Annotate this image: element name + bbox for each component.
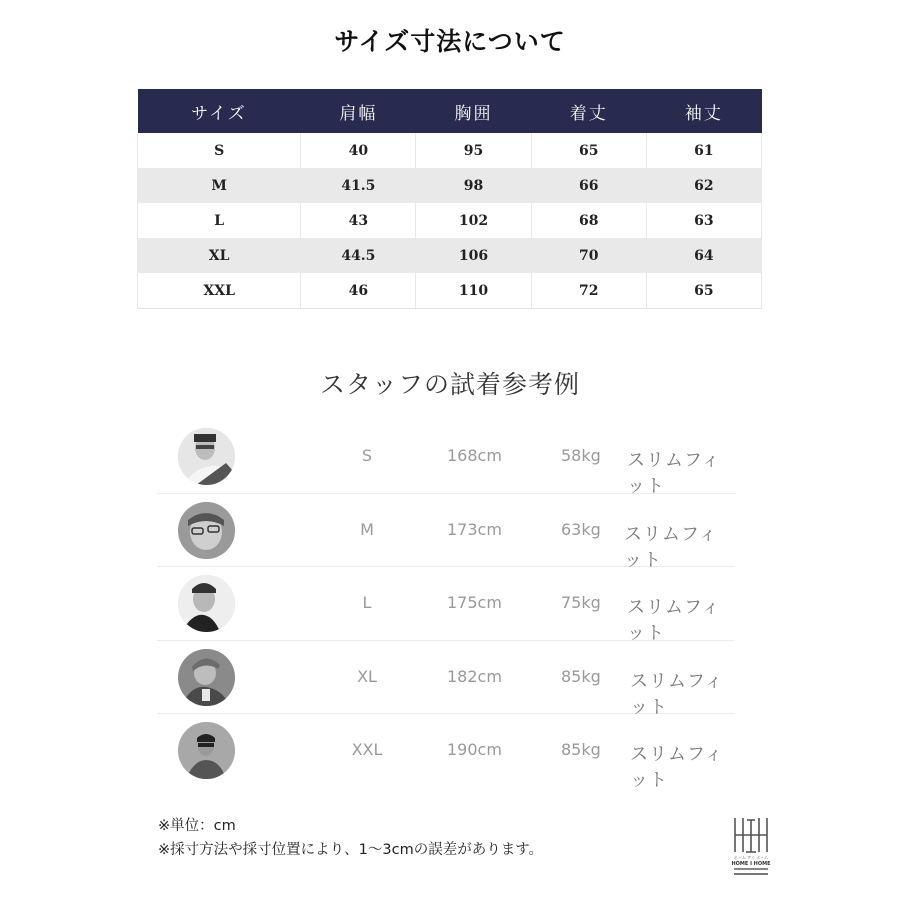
header-shoulder: 肩幅 <box>301 89 416 133</box>
staff-size: S <box>361 446 373 465</box>
staff-size: L <box>362 593 372 612</box>
cell: S <box>138 133 301 168</box>
table-row <box>138 203 762 238</box>
cell: L <box>138 203 301 238</box>
cell: XXL <box>138 273 301 309</box>
staff-size: M <box>360 519 374 539</box>
staff-height: 175cm <box>447 593 502 612</box>
cell: 65 <box>646 273 761 309</box>
avatar <box>178 722 235 779</box>
header-sleeve: 袖丈 <box>646 89 761 133</box>
cell: 95 <box>416 133 531 168</box>
table-row <box>138 238 762 273</box>
cell: 41.5 <box>301 168 416 203</box>
staff-fit: スリムフィット <box>627 597 721 644</box>
list-item <box>157 641 735 718</box>
staff-fit: スリムフィット <box>630 744 724 791</box>
size-table <box>137 89 762 309</box>
cell: 110 <box>416 273 531 309</box>
cell: 66 <box>531 168 646 203</box>
size-table-header <box>138 89 762 133</box>
list-item <box>157 494 735 571</box>
cell: 40 <box>301 133 416 168</box>
staff-weight: 58kg <box>561 446 601 465</box>
staff-size: XXL <box>351 740 383 759</box>
header-chest: 胸囲 <box>416 89 531 133</box>
hih-logo-icon <box>731 816 771 878</box>
cell: 98 <box>416 168 531 203</box>
cell: 44.5 <box>301 238 416 273</box>
cell: 65 <box>531 133 646 168</box>
cell: M <box>138 168 301 203</box>
cell: 62 <box>646 168 761 203</box>
avatar <box>178 502 235 559</box>
header-length: 着丈 <box>531 89 646 133</box>
avatar <box>178 428 235 485</box>
svg-text:ホーム アイ ホーム: ホーム アイ ホーム <box>733 855 769 860</box>
staff-fit: スリムフィット <box>627 450 721 497</box>
cell: 70 <box>531 238 646 273</box>
table-row <box>138 273 762 309</box>
cell: 64 <box>646 238 761 273</box>
staff-height: 173cm <box>447 519 502 539</box>
staff-list <box>157 420 735 791</box>
avatar <box>178 575 235 632</box>
staff-weight: 75kg <box>561 593 601 612</box>
cell: 43 <box>301 203 416 238</box>
list-item <box>157 714 735 791</box>
staff-weight: 85kg <box>561 740 601 759</box>
staff-height: 190cm <box>447 740 502 759</box>
unit-note: ※単位：cm <box>158 818 236 834</box>
tolerance-note: ※採寸方法や採寸位置により、1～3cmの誤差があります。 <box>158 842 544 858</box>
staff-section-title: スタッフの試着参考例 <box>319 370 580 399</box>
cell: 46 <box>301 273 416 309</box>
brand-logo <box>731 816 771 878</box>
cell: 72 <box>531 273 646 309</box>
list-item <box>157 420 735 497</box>
header-size: サイズ <box>138 89 301 133</box>
staff-fit: スリムフィット <box>630 670 724 718</box>
table-row <box>138 133 762 168</box>
cell: 61 <box>646 133 761 168</box>
staff-height: 168cm <box>447 446 502 465</box>
cell: 102 <box>416 203 531 238</box>
staff-size: XL <box>357 666 377 686</box>
list-item <box>157 567 735 644</box>
cell: 63 <box>646 203 761 238</box>
notes <box>158 814 543 862</box>
staff-height: 182cm <box>447 666 502 686</box>
size-section-title: サイズ寸法について <box>334 27 566 56</box>
table-row <box>138 168 762 203</box>
svg-text:HOME I HOME: HOME I HOME <box>731 861 771 867</box>
staff-fit: スリムフィット <box>624 523 718 571</box>
cell: 106 <box>416 238 531 273</box>
cell: XL <box>138 238 301 273</box>
avatar <box>178 649 235 706</box>
staff-weight: 85kg <box>561 666 601 686</box>
staff-weight: 63kg <box>561 519 601 539</box>
cell: 68 <box>531 203 646 238</box>
